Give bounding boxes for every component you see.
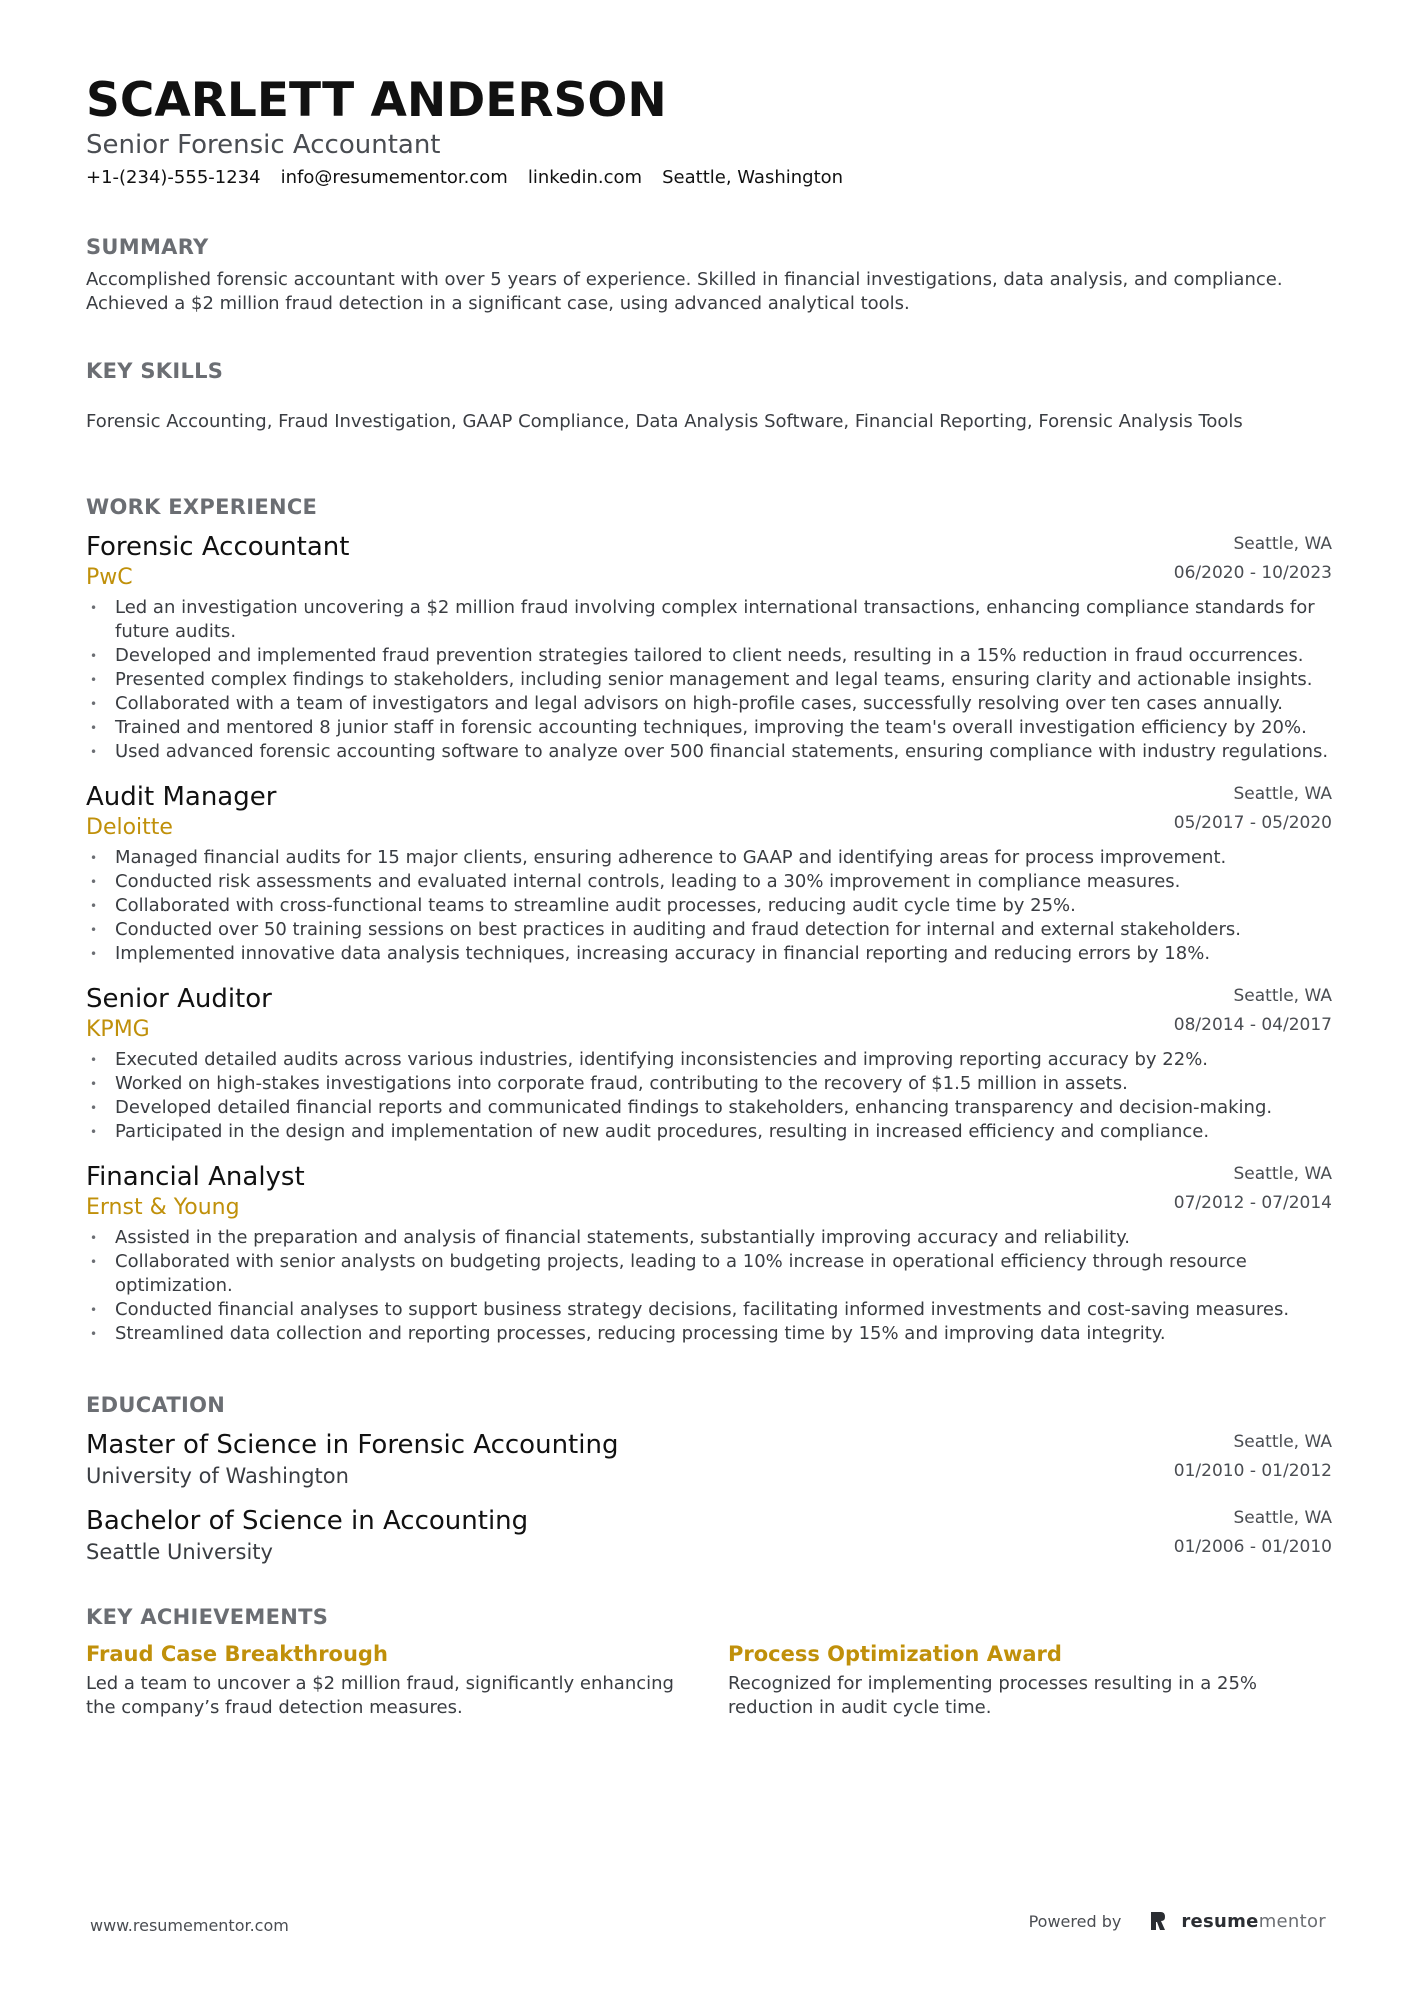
achievement-desc: Led a team to uncover a $2 million fraud, significantly enhancing the company’s fraud detection measures. [86,1673,674,1718]
job-dates: 06/2020 - 10/2023 [1173,563,1332,583]
education-section [86,1390,1332,1566]
contact-email[interactable]: info@resumementor.com [280,167,508,188]
bullet-item: • Managed financial audits for 15 major clients, ensuring adherence to GAAP and identifying areas for process improvement. [86,846,1332,870]
work-heading: WORK EXPERIENCE [86,495,318,519]
job-title: Senior Auditor [86,984,272,1014]
job-company: KPMG [86,1017,150,1042]
edu-location: Seattle, WA [1233,1508,1332,1528]
job-company: Deloitte [86,815,173,840]
bullet-item: • Streamlined data collection and reporting processes, reducing processing time by 15% and improving data integrity. [86,1322,1332,1346]
job-bullets [86,596,1332,764]
bullet-item: • Developed detailed financial reports and communicated findings to stakeholders, enhancing transparency and decision-making. [86,1096,1332,1120]
achievements-section [86,1602,1332,1720]
job-dates: 08/2014 - 04/2017 [1173,1015,1332,1035]
bullet-item: • Implemented innovative data analysis techniques, increasing accuracy in financial reporting and reducing errors by 18%. [86,942,1332,966]
job-company: Ernst & Young [86,1195,240,1220]
education-entry [86,1428,1332,1490]
skills-heading: KEY SKILLS [86,359,224,383]
skills-text: Forensic Accounting, Fraud Investigation, GAAP Compliance, Data Analysis Software, Financial Reporting, Forensic Analysis Tools [86,411,1243,432]
school-name: University of Washington [86,1464,349,1488]
job-title: Audit Manager [86,782,277,812]
bullet-item: • Collaborated with cross-functional teams to streamline audit processes, reducing audit cycle time by 25%. [86,894,1332,918]
job-location: Seattle, WA [1233,784,1332,804]
bullet-item: • Trained and mentored 8 junior staff in forensic accounting techniques, improving the team's overall investigation efficiency by 20%. [86,716,1332,740]
achievements-heading: KEY ACHIEVEMENTS [86,1605,329,1629]
job-entry [86,982,1332,1144]
job-location: Seattle, WA [1233,534,1332,554]
degree-title: Master of Science in Forensic Accounting [86,1430,619,1460]
bullet-item: • Used advanced forensic accounting software to analyze over 500 financial statements, ensuring compliance with industry regulations. [86,740,1332,764]
job-location: Seattle, WA [1233,1164,1332,1184]
bullet-item: • Participated in the design and implementation of new audit procedures, resulting in increased efficiency and compliance. [86,1120,1332,1144]
footer-website[interactable]: www.resumementor.com [90,1916,289,1935]
job-dates: 07/2012 - 07/2014 [1173,1193,1332,1213]
bullet-item: • Collaborated with a team of investigators and legal advisors on high-profile cases, successfully resolving over ten cases annually. [86,692,1332,716]
education-heading: EDUCATION [86,1393,226,1417]
job-entry [86,530,1332,764]
bullet-item: • Collaborated with senior analysts on budgeting projects, leading to a 10% increase in operational efficiency through resource optimization. [86,1250,1332,1298]
summary-section [86,232,1332,316]
contact-linkedin[interactable]: linkedin.com [527,167,643,188]
achievement-title: Process Optimization Award [728,1642,1062,1666]
job-entry [86,1160,1332,1346]
achievement-item [86,1640,688,1720]
contact-line [86,164,1332,192]
degree-title: Bachelor of Science in Accounting [86,1506,529,1536]
achievement-title: Fraud Case Breakthrough [86,1642,388,1666]
job-title: Financial Analyst [86,1162,305,1192]
job-entry [86,780,1332,966]
job-company: PwC [86,565,133,590]
achievement-item [728,1640,1330,1720]
brand-name[interactable]: resumementor [1181,1910,1326,1932]
contact-phone[interactable]: +1-(234)-555-1234 [86,167,261,188]
skills-section [86,356,1332,434]
bullet-item: • Worked on high-stakes investigations into corporate fraud, contributing to the recovery of $1.5 million in assets. [86,1072,1332,1096]
edu-dates: 01/2010 - 01/2012 [1173,1461,1332,1481]
bullet-item: • Conducted risk assessments and evaluated internal controls, leading to a 30% improvement in compliance measures. [86,870,1332,894]
job-bullets [86,1226,1332,1346]
bullet-item: • Led an investigation uncovering a $2 million fraud involving complex international transactions, enhancing compliance standards for future audits. [86,596,1332,644]
bullet-item: • Conducted over 50 training sessions on best practices in auditing and fraud detection for internal and external stakeholders. [86,918,1332,942]
bullet-item: • Conducted financial analyses to support business strategy decisions, facilitating informed investments and cost-saving measures. [86,1298,1332,1322]
bullet-item: • Developed and implemented fraud prevention strategies tailored to client needs, resulting in a 15% reduction in fraud occurrences. [86,644,1332,668]
resumementor-logo-icon [1149,1910,1167,1932]
job-title: Forensic Accountant [86,532,350,562]
job-dates: 05/2017 - 05/2020 [1173,813,1332,833]
work-section [86,492,1332,1346]
school-name: Seattle University [86,1540,273,1564]
summary-heading: SUMMARY [86,235,209,259]
bullet-item: • Assisted in the preparation and analysis of financial statements, substantially improving accuracy and reliability. [86,1226,1332,1250]
header [86,70,1332,192]
job-location: Seattle, WA [1233,986,1332,1006]
candidate-title: Senior Forensic Accountant [86,130,441,160]
job-bullets [86,1048,1332,1144]
achievement-desc: Recognized for implementing processes resulting in a 25% reduction in audit cycle time. [728,1673,1258,1718]
education-entry [86,1504,1332,1566]
bullet-item: • Executed detailed audits across various industries, identifying inconsistencies and improving reporting accuracy by 22%. [86,1048,1332,1072]
footer-brand [1029,1910,1326,1932]
bullet-item: • Presented complex findings to stakeholders, including senior management and legal teams, ensuring clarity and actionable insights. [86,668,1332,692]
contact-location: Seattle, Washington [662,167,844,188]
edu-dates: 01/2006 - 01/2010 [1173,1537,1332,1557]
summary-text: Accomplished forensic accountant with over 5 years of experience. Skilled in financial investigations, data analysis, and compliance. Achieved a $2 million fraud detection in a significant case, using advanced analytical tools. [86,269,1283,314]
powered-by-label: Powered by [1028,1911,1122,1931]
edu-location: Seattle, WA [1233,1432,1332,1452]
resume-page [86,70,1332,1720]
job-bullets [86,846,1332,966]
candidate-name: SCARLETT ANDERSON [86,73,667,128]
